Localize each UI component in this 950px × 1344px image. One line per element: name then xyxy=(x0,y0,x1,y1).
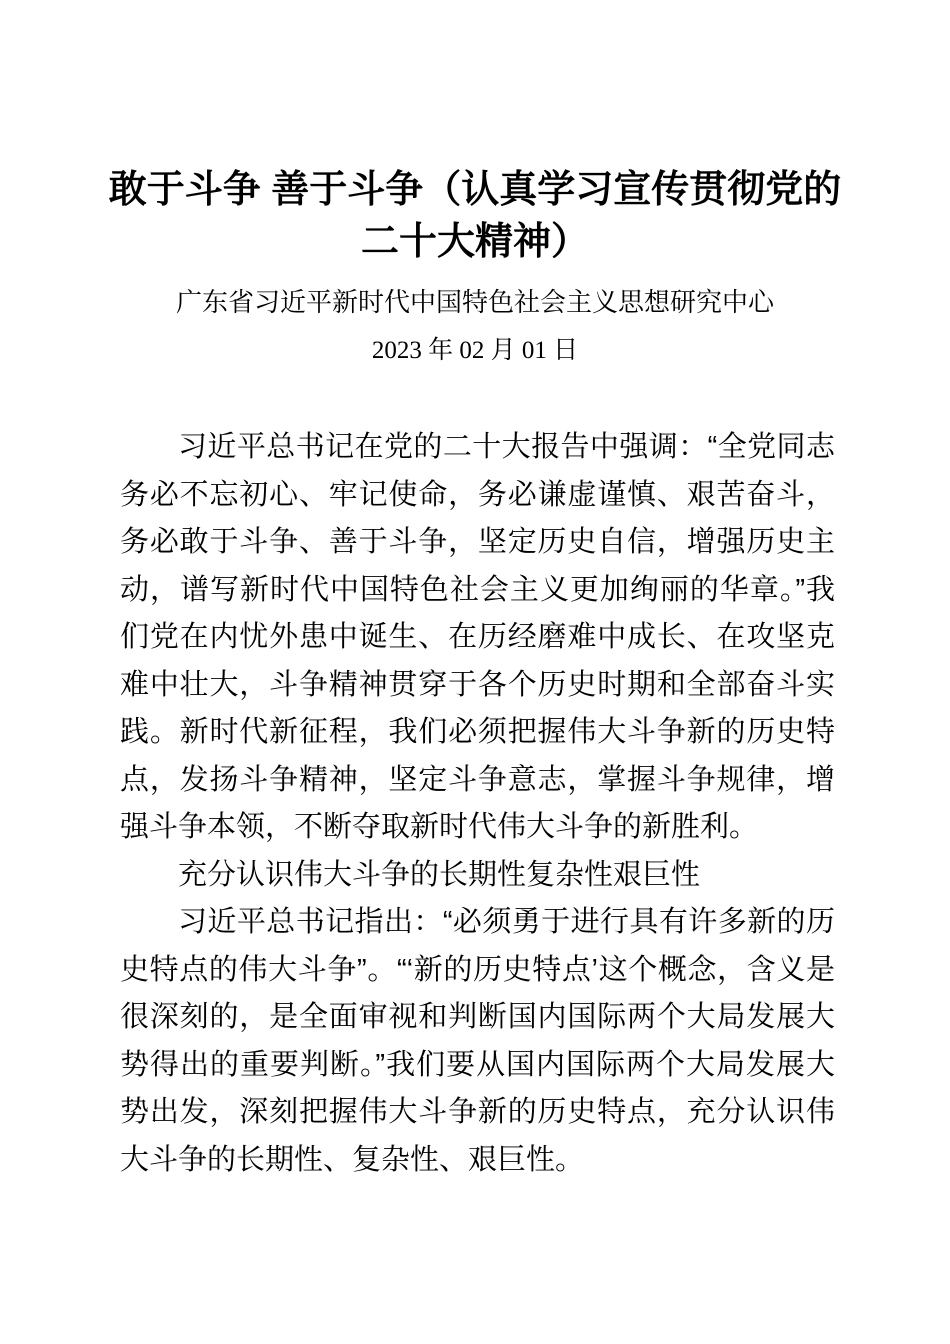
document-date: 2023 年 02 月 01 日 xyxy=(371,337,579,364)
body-paragraph: 习近平总书记在党的二十大报告中强调：“全党同志务必不忘初心、牢记使命，务必谦虚谨慎、艰苦奋斗，务必敢于斗争、善于斗争，坚定历史自信，增强历史主动，谱写新时代中国特色社会主义更加绚丽的华章。”我们党在内忧外患中诞生、在历经磨难中成长、在攻坚克难中壮大，斗争精神贯穿于各个历史时期和全部奋斗实践。新时代新征程，我们必须把握伟大斗争新的历史特点，发扬斗争精神，坚定斗争意志，掌握斗争规律，增强斗争本领，不断夺取新时代伟大斗争的新胜利。 xyxy=(120,431,835,843)
page-title: 敢于斗争 善于斗争（认真学习宣传贯彻党的二十大精神） xyxy=(108,169,842,263)
document-author-organization: 广东省习近平新时代中国特色社会主义思想研究中心 xyxy=(175,287,774,317)
body-paragraph: 习近平总书记指出：“必须勇于进行具有许多新的历史特点的伟大斗争”。“‘新的历史特点’这个概念，含义是很深刻的，是全面审视和判断国内国际两个大局发展大势得出的重要判断。”我们要从国内国际两个大局发展大势出发，深刻把握伟大斗争新的历史特点，充分认识伟大斗争的长期性、复杂性、艰巨性。 xyxy=(120,906,835,1176)
section-subheading: 充分认识伟大斗争的长期性复杂性艰巨性 xyxy=(178,858,701,891)
document-body xyxy=(0,368,950,1184)
